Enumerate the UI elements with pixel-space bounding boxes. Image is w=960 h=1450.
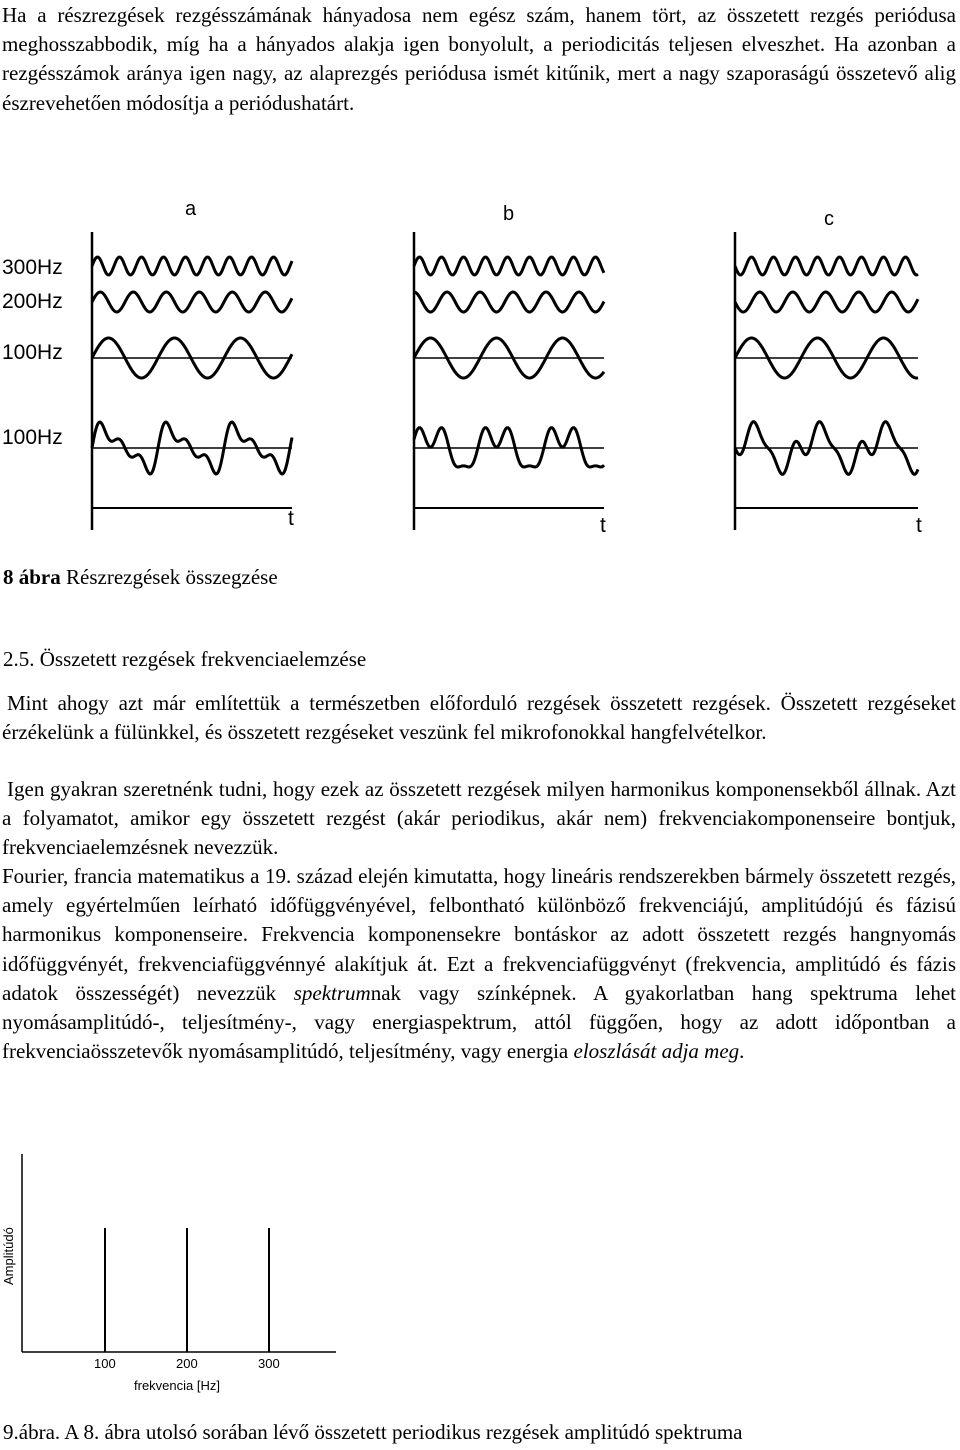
- paragraph-3-part-3: .: [739, 1039, 745, 1064]
- section-heading: 2.5. Összetett rezgések frekvenciaelemzése: [3, 647, 367, 671]
- paragraph-3: [2, 862, 956, 1066]
- eloszlas-emphasis: eloszlását adja meg: [573, 1039, 740, 1064]
- row-label-100hz-sum: 100Hz: [2, 426, 63, 449]
- y-axis-label: Amplitúdó: [1, 1227, 16, 1285]
- x-tick-labels: [94, 1356, 280, 1371]
- time-label-a: t: [288, 507, 294, 530]
- figure-9-caption: 9.ábra. A 8. ábra utolsó sorában lévő összetett periodikus rezgések amplitúdó spektruma: [3, 1420, 743, 1444]
- panel-label-c: c: [824, 208, 834, 230]
- wave-200hz-c: [735, 292, 918, 312]
- intro-paragraph: Ha a részrezgések rezgésszámának hányadosa nem egész szám, hanem tört, az összetett rezgés periódusa meghosszabbodik, míg ha a hányados alakja igen bonyolult, a periodicitás teljesen elveszhet. Ha azonban a rezgésszámok aránya igen nagy, az alaprezgés periódusa ismét kitűnik, mert a nagy szaporaságú összetevő alig észrevehetően módosítja a periódushatárt.: [2, 3, 956, 115]
- wave-300hz-b: [414, 257, 604, 275]
- paragraph-3-part-2: nak vagy színképnek. A gyakorlatban hang spektruma lehet nyomásamplitúdó-, teljesítmény-, vagy energiaspektrum, attól függően, hogy az adott időpontban a frekvenciaösszetevők nyomásamplitúdó, teljesítmény, vagy energia: [2, 980, 956, 1064]
- figure-8-waveforms: [0, 190, 960, 550]
- row-label-100hz: 100Hz: [2, 341, 63, 364]
- x-tick-label-200: 200: [176, 1356, 198, 1371]
- wave-200hz-a: [92, 292, 292, 312]
- figure-8-number: 8 ábra: [3, 565, 61, 589]
- wave-300hz-c: [735, 257, 918, 275]
- x-tick-label-300: 300: [258, 1356, 280, 1371]
- time-label-c: t: [916, 514, 922, 537]
- figure-9-spectrum-chart: [0, 1150, 340, 1400]
- wave-300hz-a: [92, 257, 292, 275]
- paragraph-2: Igen gyakran szeretnénk tudni, hogy ezek az összetett rezgések milyen harmonikus komponensekből állnak. Azt a folyamatot, amikor egy összetett rezgést (akár periodikus, akár nem) frekvenciakomponenseire bontjuk, frekvenciaelemzésnek nevezzük.: [2, 777, 956, 860]
- figure-8-caption: [3, 565, 278, 590]
- waveform-group: [92, 232, 918, 530]
- row-label-300hz: 300Hz: [2, 256, 63, 279]
- panel-label-b: b: [503, 203, 515, 225]
- spectrum-bars: [105, 1228, 269, 1352]
- spektrum-term: spektrum: [293, 980, 371, 1005]
- paragraph-3-part-1: Fourier, francia matematikus a 19. század elején kimutatta, hogy lineáris rendszerekben bármely összetett rezgés, amely egyértelműen leírható időfüggvényével, felbontható különböző frekvenciájú, amplitúdójú és fázisú harmonikus komponenseire. Frekvencia komponensekre bontáskor az adott összetett rezgés hangnyomás időfüggvényét, frekvenciafüggvénnyé alakítjuk át. Ezt a frekvenciafüggvényt (frekvencia, amplitúdó és fázis adatok összességét) nevezzük: [2, 864, 956, 1005]
- x-axis-label: frekvencia [Hz]: [134, 1378, 220, 1393]
- paragraph-1: Mint ahogy azt már említettük a természetben előforduló rezgések összetett rezgések. Összetett rezgéseket érzékelünk a fülünkkel, és összetett rezgéseket veszünk fel mikrofonokkal hangfelvételkor.: [2, 691, 956, 745]
- wave-200hz-b: [414, 292, 604, 312]
- panel-label-a: a: [185, 198, 197, 220]
- row-label-200hz: 200Hz: [2, 290, 63, 313]
- figure-8-caption-text: Részrezgések összegzése: [60, 565, 278, 589]
- x-tick-label-100: 100: [94, 1356, 116, 1371]
- time-label-b: t: [600, 514, 606, 537]
